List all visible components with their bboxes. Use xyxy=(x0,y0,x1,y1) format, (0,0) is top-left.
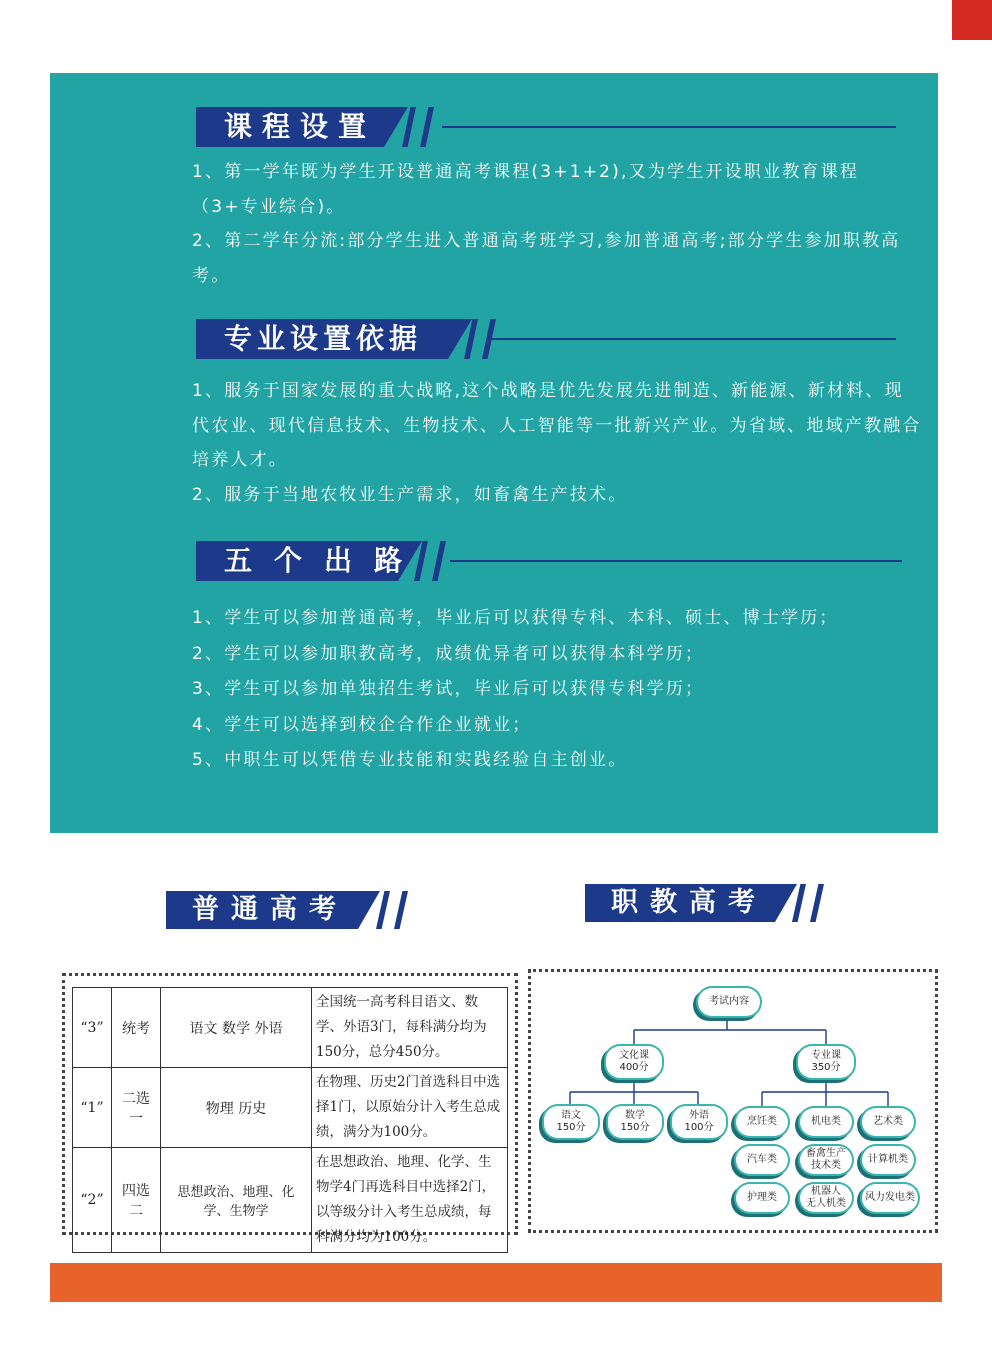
footer-bar xyxy=(50,1263,942,1302)
flow-node-major-item xyxy=(862,1146,914,1174)
paragraph: 1、第一学年既为学生开设普通高考课程(3+1+2),又为学生开设职业教育课程（3+专业综合)。 xyxy=(192,162,860,217)
flow-node-major-item xyxy=(800,1146,852,1174)
node-label: 机电类 xyxy=(811,1116,841,1127)
description-cell: 全国统一高考科目语文、数学、外语3门，每科满分均为150分，总分450分。 xyxy=(312,988,508,1068)
node-label: 外语 xyxy=(689,1110,709,1121)
node-label-line2: 技术类 xyxy=(811,1160,841,1171)
flow-node-foreign xyxy=(672,1106,726,1138)
node-label: 数学 xyxy=(625,1110,645,1121)
section-title-text: 五个出路 xyxy=(224,544,425,577)
node-label: 考试内容 xyxy=(709,996,749,1007)
type-cell: 二选一 xyxy=(112,1068,161,1148)
paragraph: 4、学生可以选择到校企合作企业就业； xyxy=(192,714,532,735)
section-title-text: 专业设置依据 xyxy=(224,322,423,355)
type-cell: 四选二 xyxy=(112,1148,161,1253)
node-score: 400分 xyxy=(619,1062,649,1073)
flow-node-major-item xyxy=(736,1146,788,1174)
code-cell: “3” xyxy=(73,988,112,1068)
subjects-cell: 思想政治、地理、化学、生物学 xyxy=(161,1148,312,1253)
flow-node-major-item xyxy=(800,1108,852,1136)
subjects-cell: 语文 数学 外语 xyxy=(161,988,312,1068)
paragraph: 3、学生可以参加单独招生考试，毕业后可以获得专科学历； xyxy=(192,679,705,699)
node-label: 语文 xyxy=(561,1110,581,1121)
paragraph: 1、学生可以参加普通高考，毕业后可以获得专科、本科、硕士、博士学历； xyxy=(192,608,839,628)
node-label-line2: 无人机类 xyxy=(806,1198,846,1209)
node-label: 计算机类 xyxy=(868,1154,908,1165)
code-cell: “1” xyxy=(73,1068,112,1148)
type-cell: 统考 xyxy=(112,988,161,1068)
paragraph: 2、服务于当地农牧业生产需求，如畜禽生产技术。 xyxy=(192,484,628,505)
node-label: 专业课 xyxy=(811,1050,841,1061)
flow-node-major-item xyxy=(736,1184,788,1212)
flow-node-major-item xyxy=(862,1108,914,1136)
flow-node-math xyxy=(608,1106,662,1138)
paragraph: 2、学生可以参加职教高考，成绩优异者可以获得本科学历； xyxy=(192,643,705,664)
section-title-text: 课程设置 xyxy=(224,110,377,143)
node-label: 机器人 xyxy=(811,1186,841,1197)
description-cell: 在思想政治、地理、化学、生物学4门再选科目中选择2门，以等级分计入考生总成绩，每科满分均为100分。 xyxy=(312,1148,508,1253)
node-label: 风力发电类 xyxy=(865,1192,915,1203)
node-label: 烹饪类 xyxy=(747,1116,777,1127)
code-cell: “2” xyxy=(73,1148,112,1253)
flow-node-culture xyxy=(606,1046,662,1078)
paragraph: 1、服务于国家发展的重大战略,这个战略是优先发展先进制造、新能源、新材料、现代农业、现代信息技术、生物技术、人工智能等一批新兴产业。为省域、地域产教融合培养人才。 xyxy=(192,381,922,470)
node-label: 文化课 xyxy=(619,1050,649,1061)
node-label: 汽车类 xyxy=(747,1154,777,1165)
subjects-cell: 物理 历史 xyxy=(161,1068,312,1148)
description-cell: 在物理、历史2门首选科目中选择1门，以原始分计入考生总成绩，满分为100分。 xyxy=(312,1068,508,1148)
paragraph: 5、中职生可以凭借专业技能和实践经验自主创业。 xyxy=(192,750,628,770)
flow-node-major-item xyxy=(862,1184,918,1212)
flow-node-chinese xyxy=(544,1106,598,1138)
flow-node-major xyxy=(798,1046,854,1078)
flow-node-major-item xyxy=(800,1184,852,1212)
paragraph: 2、第二学年分流:部分学生进入普通高考班学习,参加普通高考;部分学生参加职教高考。 xyxy=(192,231,901,286)
node-score: 150分 xyxy=(620,1122,650,1133)
node-score: 350分 xyxy=(811,1062,841,1073)
flow-node-root xyxy=(698,988,760,1016)
node-label: 护理类 xyxy=(747,1192,777,1203)
node-score: 100分 xyxy=(684,1122,714,1133)
node-label: 艺术类 xyxy=(873,1116,903,1127)
badge-text: 职教高考 xyxy=(611,887,767,918)
node-label: 畜禽生产 xyxy=(806,1148,846,1159)
flow-node-major-item xyxy=(736,1108,788,1136)
badge-text: 普通高考 xyxy=(192,894,348,925)
node-score: 150分 xyxy=(556,1122,586,1133)
